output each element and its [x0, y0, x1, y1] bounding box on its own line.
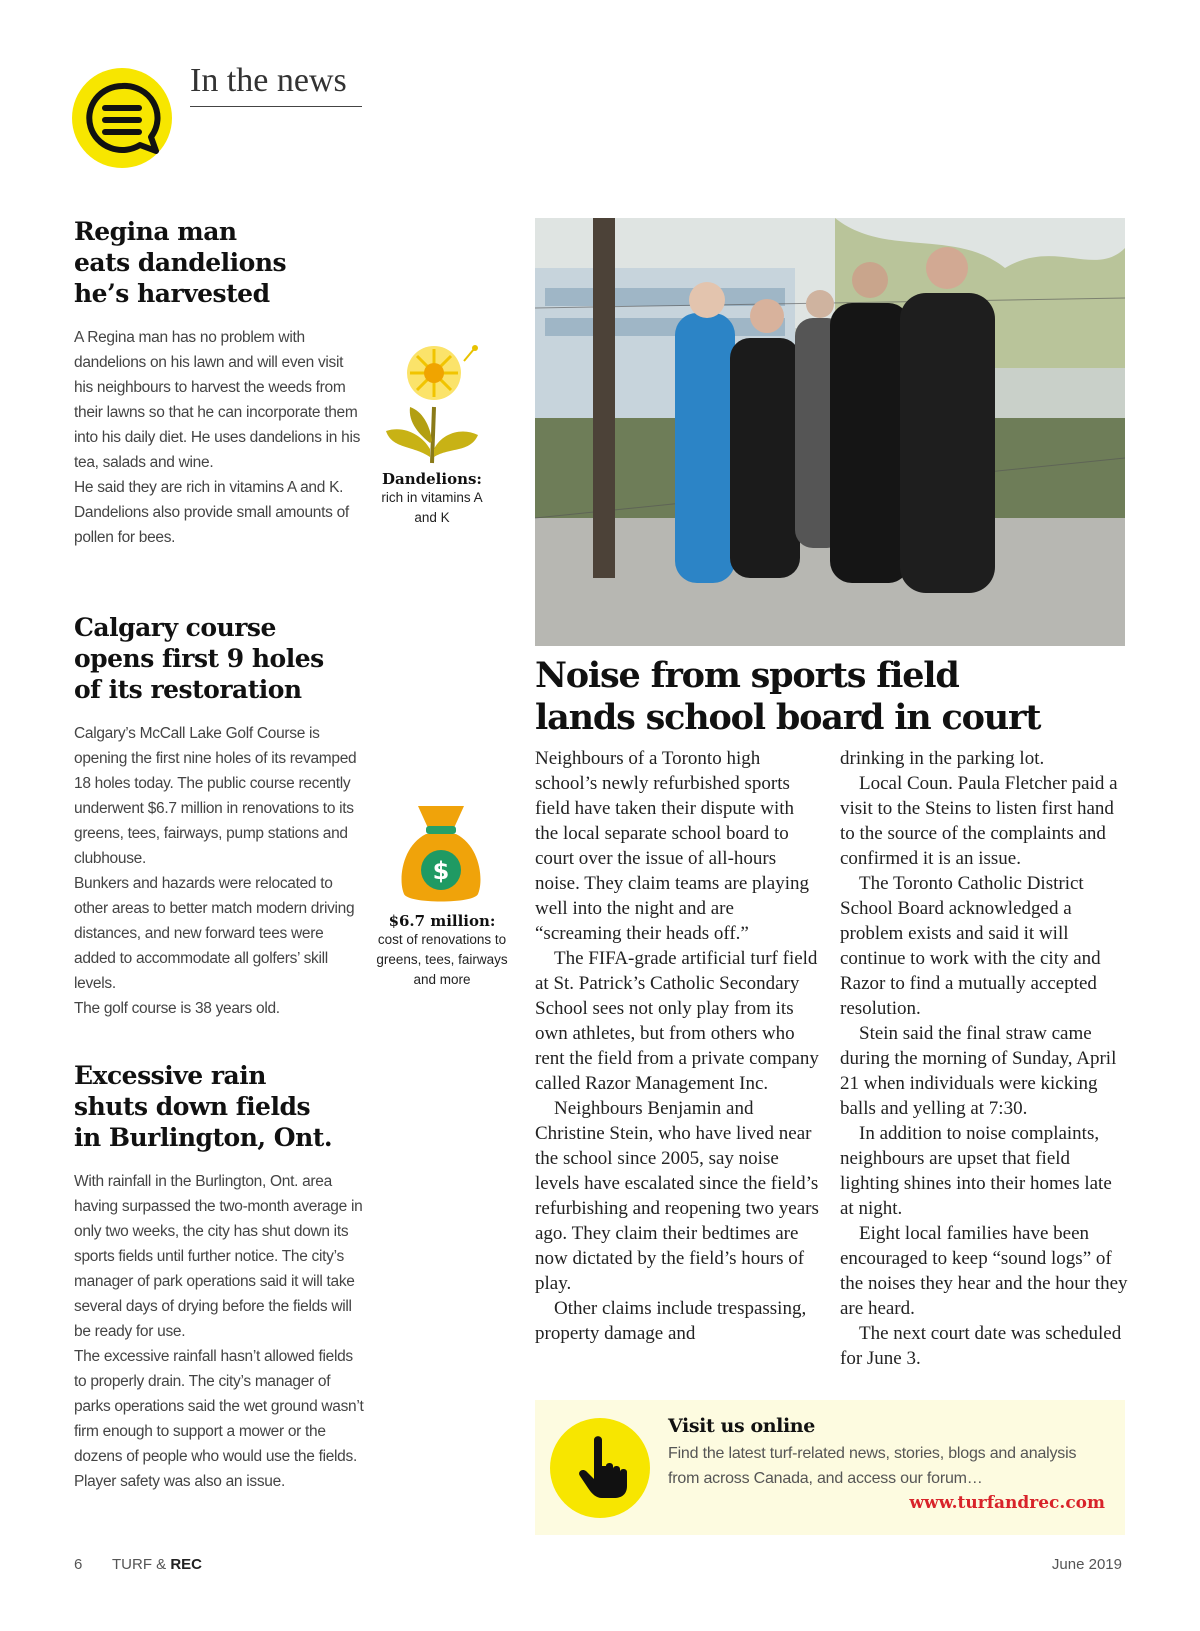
brand-bold: REC — [170, 1556, 203, 1573]
article-photo — [535, 218, 1125, 646]
story-paragraph: A Regina man has no problem with dandelions on his lawn and will even visit his neighbours to harvest the weeds from their lawns so that he can incorporate them into his daily diet. He uses dandelions in his tea, salads and wine. — [74, 329, 361, 471]
page-number: 6 — [74, 1556, 83, 1573]
story-title-line: Regina man — [74, 217, 237, 246]
article-paragraph: Local Coun. Paula Fletcher paid a visit to the Steins to listen first hand to the source of the complaints and confirmed it is an issue. — [840, 773, 1118, 869]
story-title-line: opens first 9 holes — [74, 644, 324, 673]
section-rule — [190, 106, 362, 107]
article-column-1 — [535, 746, 820, 1346]
visit-title: Visit us online — [668, 1415, 815, 1437]
article-paragraph: The Toronto Catholic District School Board acknowledged a problem exists and said it will continue to work with the city and Razor to find a mutually accepted resolution. — [840, 873, 1101, 1019]
story-title-line: in Burlington, Ont. — [74, 1123, 333, 1152]
pointing-hand-icon — [550, 1418, 650, 1518]
svg-text:$: $ — [432, 857, 450, 885]
story-title — [74, 1060, 364, 1153]
dandelion-callout — [372, 470, 492, 528]
visit-text: Find the latest turf-related news, stories, blogs and analysis from across Canada, and access our forum… — [668, 1445, 1077, 1487]
story-body — [74, 721, 364, 1021]
story-calgary — [74, 612, 364, 1021]
callout-title: $6.7 million: — [388, 912, 496, 930]
story-title-line: eats dandelions — [74, 248, 287, 277]
story-title — [74, 612, 364, 705]
article-paragraph: Eight local families have been encouraged to keep “sound logs” of the noises they hear and the hour they are heard. — [840, 1223, 1128, 1319]
story-burlington — [74, 1060, 364, 1494]
story-body — [74, 325, 364, 550]
story-title — [74, 216, 364, 309]
issue-date: June 2019 — [1051, 1556, 1122, 1573]
news-chat-icon — [72, 68, 172, 168]
callout-text: rich in vitamins A and K — [381, 490, 483, 525]
article-paragraph: In addition to noise complaints, neighbours are upset that field lighting shines into their homes late at night. — [840, 1123, 1112, 1219]
article-paragraph: Neighbours Benjamin and Christine Stein, who have lived near the school since 2005, say noise levels have escalated since the field’s refurbishing and reopening two years ago. They claim their bedtimes are now dictated by the field’s hours of play. — [535, 1098, 819, 1294]
website-link[interactable]: www.turfandrec.com — [909, 1493, 1105, 1513]
article-paragraph: Other claims include trespassing, property damage and — [535, 1298, 807, 1344]
story-paragraph: With rainfall in the Burlington, Ont. area having surpassed the two-month average in only two weeks, the city has shut down its sports fields until further notice. The city’s manager of park operations said it will take several days of drying before the fields will be ready for use. — [74, 1173, 363, 1340]
story-title-line: of its restoration — [74, 675, 302, 704]
callout-title: Dandelions: — [382, 470, 482, 488]
story-title-line: shuts down fields — [74, 1092, 311, 1121]
story-regina — [74, 216, 364, 550]
dandelion-icon — [382, 345, 482, 467]
article-paragraph: Neighbours of a Toronto high school’s newly refurbished sports field have taken their dispute with the local separate school board to court over the issue of all-hours noise. They claim teams are playing well into the night and are “screaming their heads off.” — [535, 748, 810, 944]
article-paragraph: drinking in the parking lot. — [840, 748, 1045, 769]
article-paragraph: The FIFA-grade artificial turf field at St. Patrick’s Catholic Secondary School sees not only play from its own athletes, but from others who rent the field from a private company called Razor Management Inc. — [535, 948, 819, 1094]
headline-line: lands school board in court — [535, 697, 1041, 738]
footer-brand — [112, 1556, 202, 1573]
story-body — [74, 1169, 364, 1494]
story-paragraph: He said they are rich in vitamins A and K. — [74, 479, 344, 496]
article-paragraph: The next court date was scheduled for June 3. — [840, 1323, 1122, 1369]
story-paragraph: Dandelions also provide small amounts of pollen for bees. — [74, 504, 349, 546]
callout-text: cost of renovations to greens, tees, fairways and more — [376, 932, 508, 987]
story-paragraph: Calgary’s McCall Lake Golf Course is opening the first nine holes of its revamped 18 holes today. The public course recently underwent $6.7 million in renovations to its greens, tees, fairways, pump stations and clubhouse. — [74, 725, 357, 867]
article-paragraph: Stein said the final straw came during the morning of Sunday, April 21 when individuals were kicking balls and yelling at 7:30. — [840, 1023, 1117, 1119]
section-title: In the news — [190, 62, 347, 99]
article-column-2 — [840, 746, 1130, 1371]
article-headline — [535, 655, 1155, 739]
story-paragraph: The excessive rainfall hasn’t allowed fields to properly drain. The city’s manager of parks operations said the wet ground wasn’t firm enough to support a mower or the dozens of people who would use the fields. Player safety was also an issue. — [74, 1348, 364, 1490]
story-paragraph: The golf course is 38 years old. — [74, 1000, 280, 1017]
story-title-line: Excessive rain — [74, 1061, 266, 1090]
story-title-line: Calgary course — [74, 613, 276, 642]
brand-main: TURF & — [112, 1556, 171, 1573]
story-paragraph: Bunkers and hazards were relocated to other areas to better match modern driving distances, and new forward tees were added to accommodate all golfers’ skill levels. — [74, 875, 355, 992]
story-title-line: he’s harvested — [74, 279, 270, 308]
headline-line: Noise from sports field — [535, 655, 959, 696]
money-callout — [372, 912, 512, 990]
money-bag-icon — [396, 802, 486, 906]
